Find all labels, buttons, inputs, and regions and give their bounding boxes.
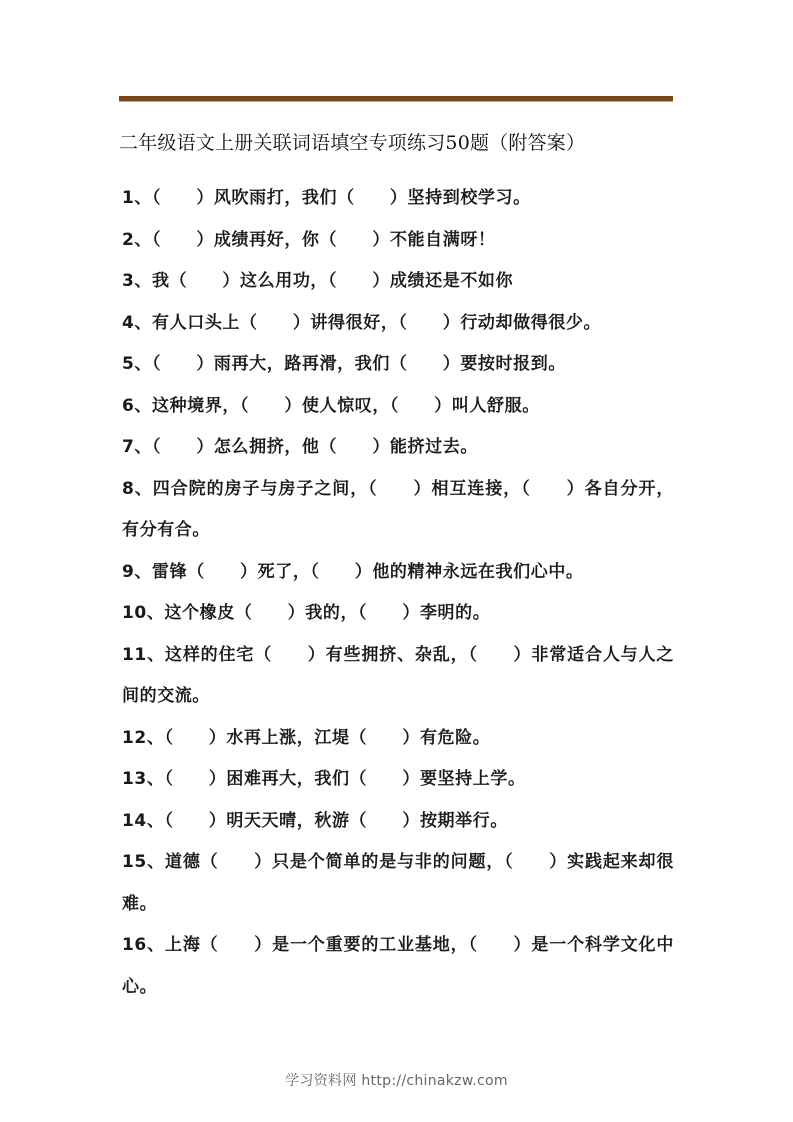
question-8: 8、四合院的房子与房子之间，（ ）相互连接，（ ）各自分开，有分有合。 — [122, 478, 674, 540]
header-rule — [119, 96, 673, 102]
question-4: 4、有人口头上（ ）讲得很好，（ ）行动却做得很少。 — [122, 312, 602, 333]
question-13: 13、（ ）困难再大，我们（ ）要坚持上学。 — [122, 769, 526, 789]
question-1: 1、（ ）风吹雨打，我们（ ）坚持到校学习。 — [122, 188, 531, 208]
question-11: 11、这样的住宅（ ）有些拥挤、杂乱，（ ）非常适合人与人之间的交流。 — [122, 644, 674, 706]
question-5: 5、（ ）雨再大，路再滑，我们（ ）要按时报到。 — [122, 354, 566, 374]
question-16: 16、上海（ ）是一个重要的工业基地，（ ）是一个科学文化中心。 — [122, 935, 674, 997]
question-9: 9、雷锋（ ）死了，（ ）他的精神永远在我们心中。 — [122, 561, 584, 582]
question-10: 10、这个橡皮（ ）我的，（ ）李明的。 — [122, 603, 491, 623]
question-2: 2、（ ）成绩再好，你（ ）不能自满呀！ — [122, 229, 496, 250]
question-14: 14、（ ）明天天晴，秋游（ ）按期举行。 — [122, 810, 508, 831]
question-12: 12、（ ）水再上涨，江堤（ ）有危险。 — [122, 727, 491, 748]
question-6: 6、这种境界，（ ）使人惊叹，（ ）叫人舒服。 — [122, 395, 540, 416]
question-3: 3、我（ ）这么用功，（ ）成绩还是不如你 — [122, 271, 514, 291]
question-7: 7、（ ）怎么拥挤，他（ ）能挤过去。 — [122, 437, 478, 457]
site-footer: 学习资料网 http://chinakzw.com — [285, 1073, 508, 1089]
document-title: 二年级语文上册关联词语填空专项练习50题（附答案） — [119, 132, 586, 154]
question-15: 15、道德（ ）只是个简单的是与非的问题，（ ）实践起来却很难。 — [122, 852, 674, 914]
question-list — [122, 178, 674, 1008]
